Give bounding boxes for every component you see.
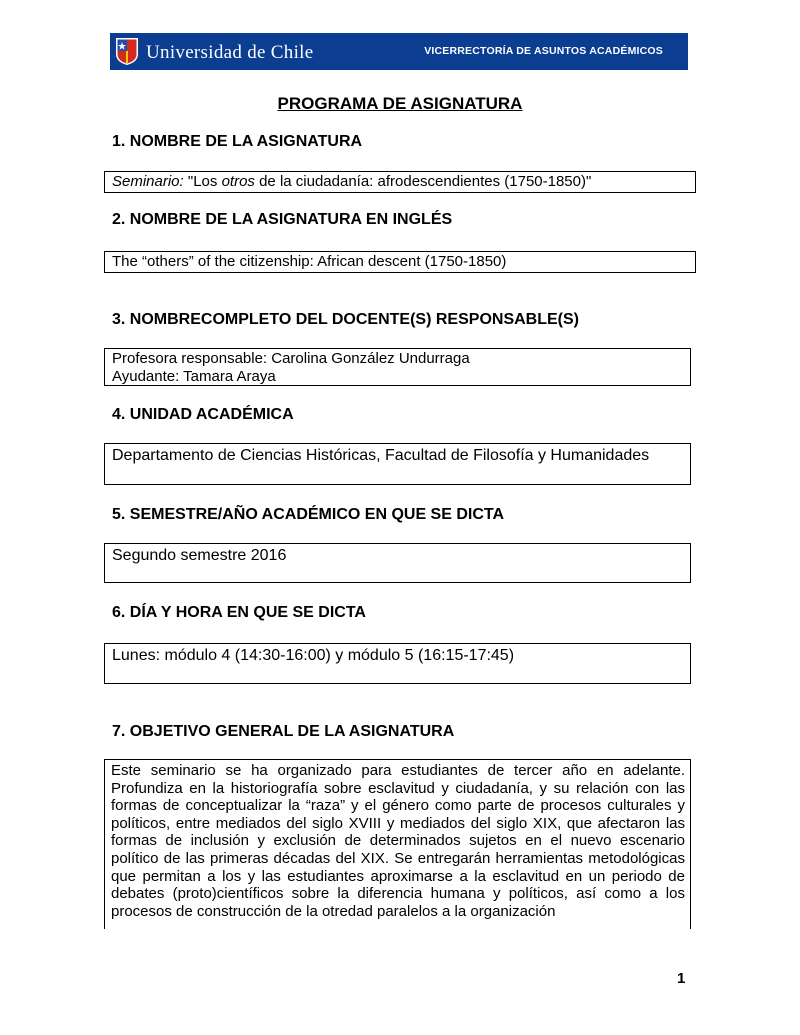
section-3-heading: 3. NOMBRECOMPLETO DEL DOCENTE(S) RESPONSABLE(S) [112, 311, 579, 328]
section-5-box [104, 543, 691, 583]
general-objective-text: Este seminario se ha organizado para estudiantes de tercer año en adelante. Profundiza en la historiografía sobre esclavitud y ciudadanía, y su relación con las formas de conceptualizar la “raza” y el género como parte de procesos culturales y políticos, entre mediados del siglo XVIII y mediados del siglo XIX, que afectaron las formas de inclusión y exclusión de determinados sujetos en el nuevo escenario político de las primeras décadas del XIX. Se entregarán herramientas metodológicas que permitan a los y las estudiantes aproximarse a la esclavitud en un periodo de debates (proto)científicos sobre la diferencia humana y políticos, así como a los procesos de construcción de la otredad paralelos a la organización [111, 762, 685, 920]
page-number: 1 [677, 970, 686, 987]
office-name: VICERRECTORÍA DE ASUNTOS ACADÉMICOS [424, 45, 663, 57]
section-3-box [104, 348, 691, 386]
academic-unit: Departamento de Ciencias Históricas, Facultad de Filosofía y Humanidades [112, 447, 650, 464]
course-name-part-2: de la ciudadanía: afrodescendientes (1750-1850)" [254, 173, 592, 190]
section-4-box [104, 443, 691, 485]
course-type-label: Seminario: [112, 173, 184, 190]
teaching-assistant: Ayudante: Tamara Araya [112, 368, 276, 385]
semester: Segundo semestre 2016 [112, 547, 287, 564]
section-7-box [104, 759, 691, 929]
schedule: Lunes: módulo 4 (14:30-16:00) y módulo 5 (16:15-17:45) [112, 647, 515, 664]
english-course-name: The “others” of the citizenship: African descent (1750-1850) [112, 253, 507, 270]
header-banner [110, 33, 688, 70]
section-4-heading: 4. UNIDAD ACADÉMICA [112, 406, 294, 423]
course-name-emphasis: otros [221, 173, 255, 190]
section-2-heading: 2. NOMBRE DE LA ASIGNATURA EN INGLÉS [112, 211, 453, 228]
university-name: Universidad de Chile [146, 42, 314, 63]
responsible-professor: Profesora responsable: Carolina González Undurraga [112, 350, 470, 367]
section-1-box [104, 171, 696, 193]
section-1-heading: 1. NOMBRE DE LA ASIGNATURA [112, 133, 363, 150]
course-name-part-1: "Los [183, 173, 222, 190]
section-5-heading: 5. SEMESTRE/AÑO ACADÉMICO EN QUE SE DICTA [112, 506, 505, 523]
document-title: PROGRAMA DE ASIGNATURA [277, 94, 523, 113]
section-6-heading: 6. DÍA Y HORA EN QUE SE DICTA [112, 604, 366, 621]
section-7-heading: 7. OBJETIVO GENERAL DE LA ASIGNATURA [112, 723, 455, 740]
section-6-box [104, 643, 691, 684]
section-2-box [104, 251, 696, 273]
university-shield-icon [115, 37, 139, 66]
